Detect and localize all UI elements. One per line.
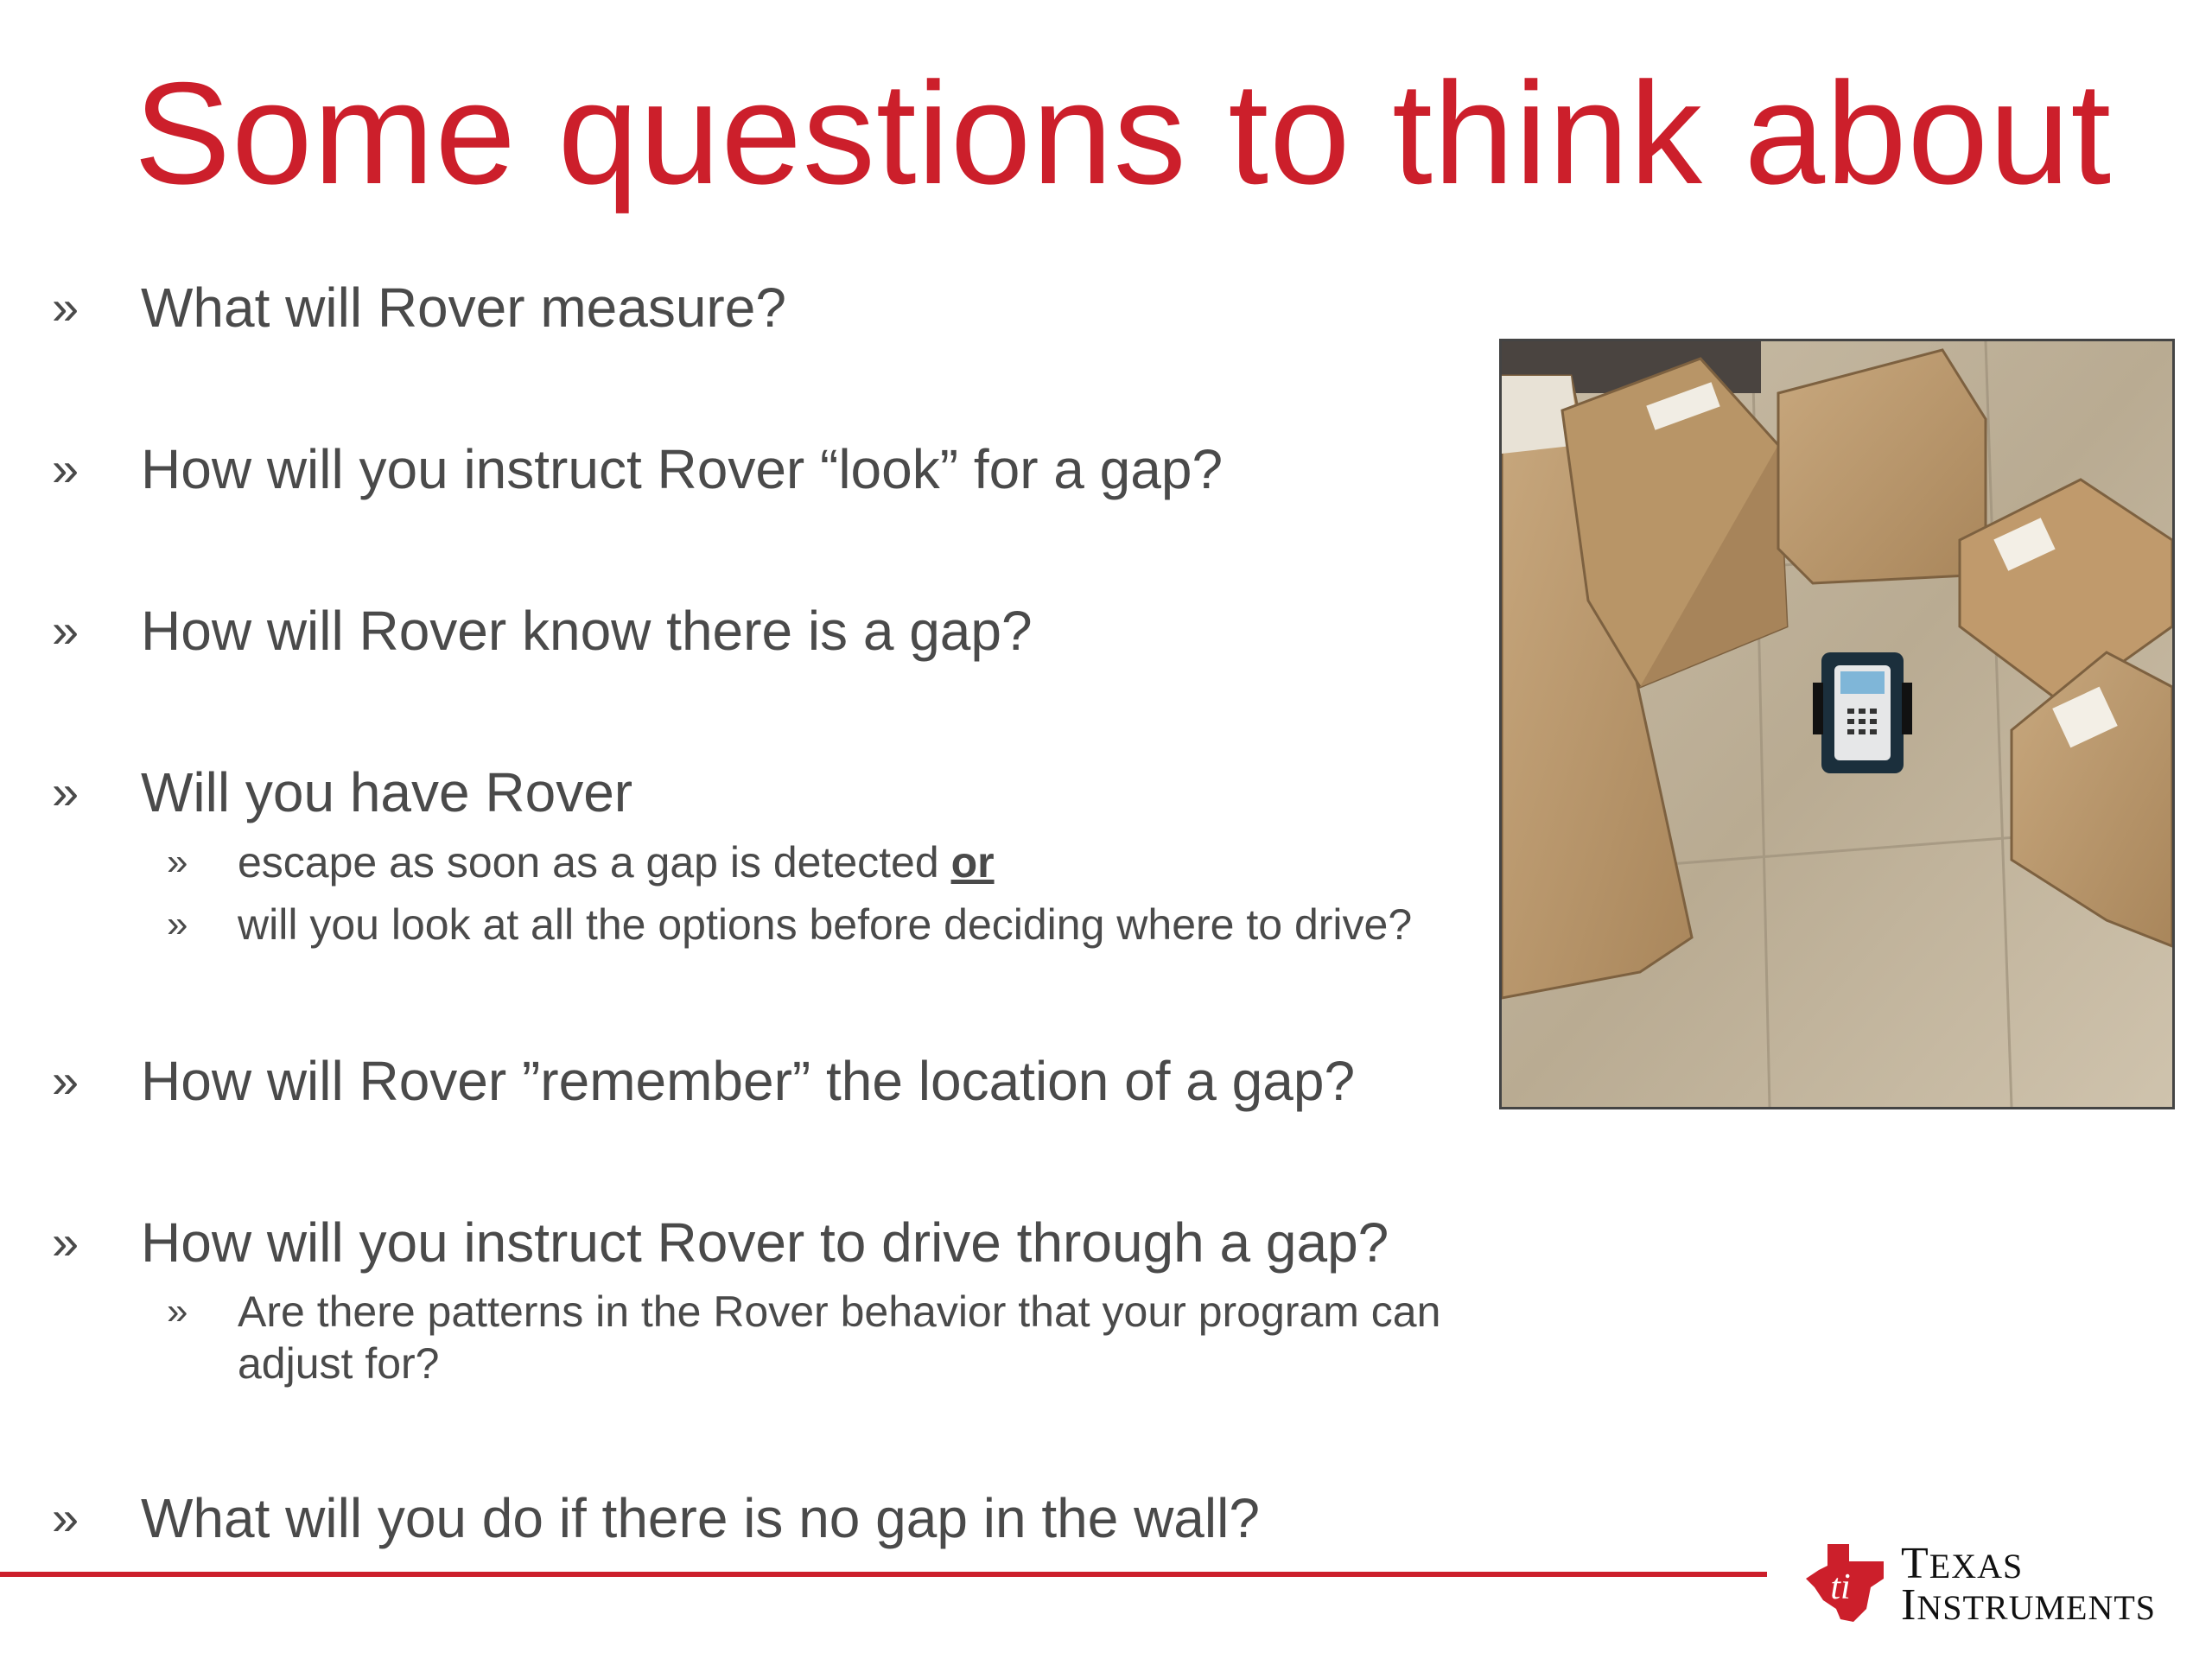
bullet-marker: »	[167, 841, 188, 883]
bullet-marker: »	[52, 280, 79, 334]
footer-rule	[0, 1572, 1767, 1577]
bullet-text: How will Rover ”remember” the location of a gap?	[141, 1050, 1356, 1112]
texas-instruments-logo	[1802, 1538, 2190, 1633]
bullet-marker: »	[167, 903, 188, 945]
sub-bullet-text: will you look at all the options before deciding where to drive?	[238, 900, 1413, 949]
bullet-text: What will Rover measure?	[141, 276, 786, 339]
bullet-text: How will Rover know there is a gap?	[141, 600, 1033, 662]
rover-device	[1813, 652, 1912, 773]
slide-title: Some questions to think about	[134, 52, 2113, 214]
bullet-marker: »	[52, 765, 79, 819]
svg-text:ti: ti	[1830, 1567, 1851, 1607]
logo-word-texas: TEXAS	[1901, 1539, 2024, 1588]
bullet-marker: »	[52, 1053, 79, 1108]
bullet-marker: »	[52, 1491, 79, 1545]
ti-state-logo-icon	[1802, 1540, 1888, 1626]
rover-photo	[1499, 339, 2175, 1109]
sub-bullet-text: escape as soon as a gap is detected or	[238, 838, 995, 887]
rover-photo-illustration	[1502, 341, 2172, 1107]
bullet-marker: »	[52, 442, 79, 496]
bullet-text: What will you do if there is no gap in the wall?	[141, 1487, 1260, 1549]
bullet-text: How will you instruct Rover “look” for a gap?	[141, 438, 1224, 500]
bullet-text: Will you have Rover	[141, 761, 633, 823]
bullet-marker: »	[167, 1290, 188, 1332]
bullet-marker: »	[52, 1215, 79, 1269]
sub-bullet-text: Are there patterns in the Rover behavior that your program can adjust for?	[238, 1287, 1441, 1388]
bullet-marker: »	[52, 603, 79, 658]
bullet-text: How will you instruct Rover to drive through a gap?	[141, 1211, 1389, 1274]
emphasis-or: or	[950, 838, 995, 887]
logo-word-instruments: INSTRUMENTS	[1901, 1580, 2157, 1630]
